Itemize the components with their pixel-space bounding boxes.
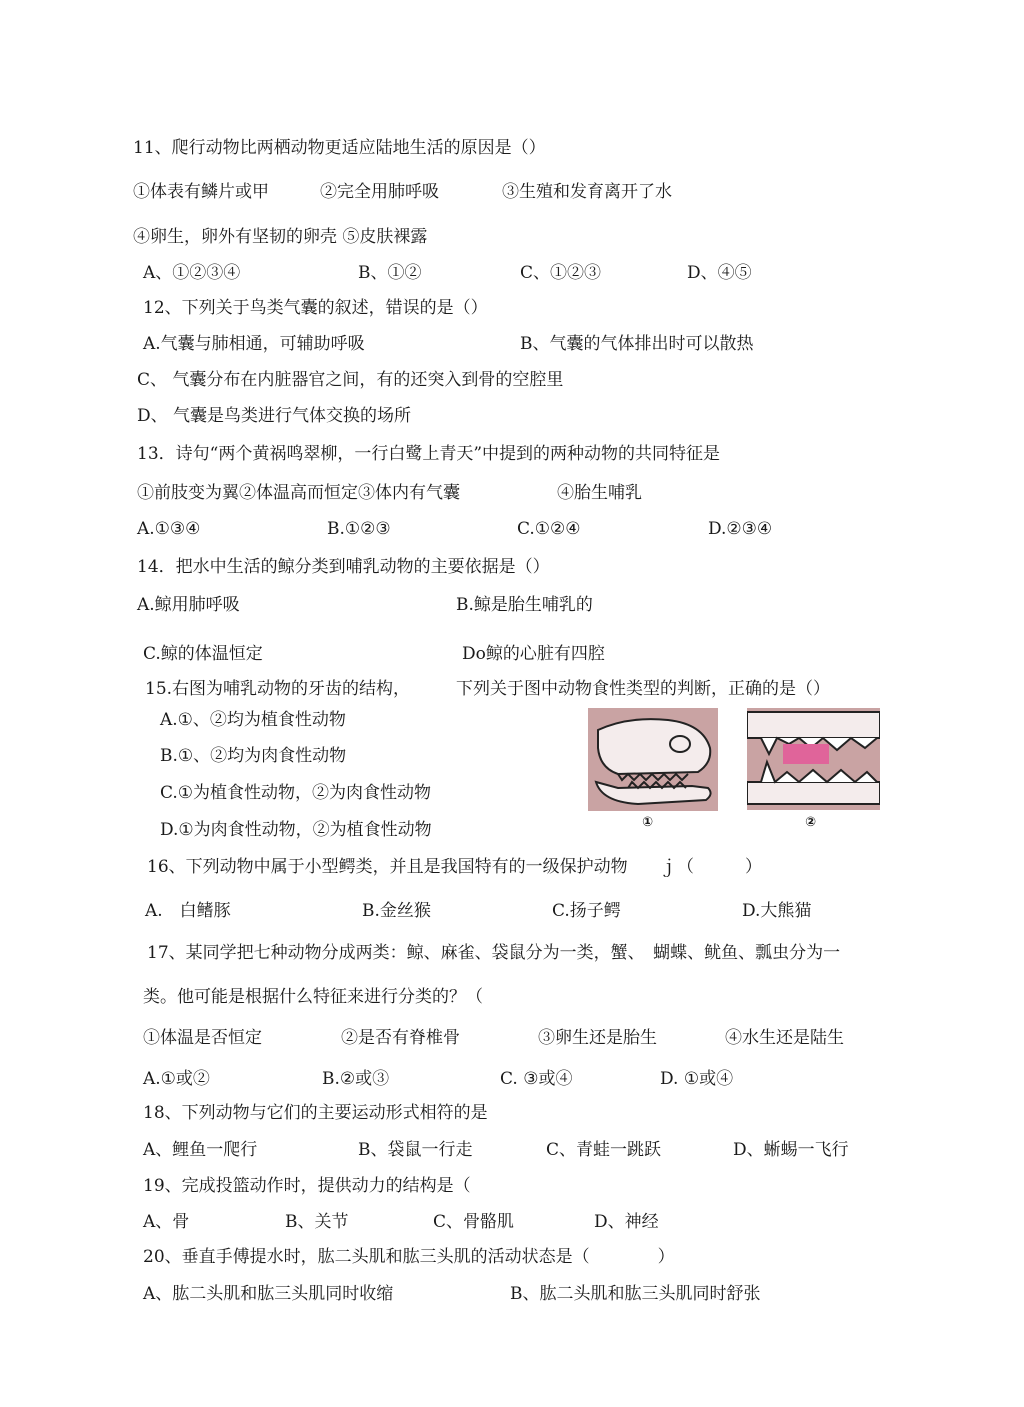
q18-option-b[interactable]: B、袋鼠一行走 — [358, 1140, 473, 1160]
q14-option-b[interactable]: B.鲸是胎生哺乳的 — [456, 595, 593, 615]
q12-option-a[interactable]: A.气囊与肺相通，可辅助呼吸 — [143, 334, 365, 354]
q14-option-a[interactable]: A.鲸用肺呼吸 — [137, 595, 240, 615]
q17-option-a[interactable]: A.①或② — [143, 1069, 210, 1089]
q18-option-a[interactable]: A、鲤鱼一爬行 — [143, 1140, 258, 1160]
q16-option-a[interactable]: A. 白鳍豚 — [145, 901, 231, 921]
q19-option-a[interactable]: A、骨 — [143, 1212, 190, 1232]
q18-option-c[interactable]: C、青蛙一跳跃 — [546, 1140, 662, 1160]
q17-stem-line-1: 17、某同学把七种动物分成两类：鲸、麻雀、袋鼠分为一类，蟹、 蝴蝶、鱿鱼、瓢虫分为一 — [147, 943, 841, 963]
q17-stem-line-2: 类。他可能是根据什么特征来进行分类的？（ — [143, 987, 483, 1007]
q19-option-b[interactable]: B、关节 — [285, 1212, 349, 1232]
q16-option-c[interactable]: C.扬子鳄 — [552, 901, 621, 921]
q11-statement-4: ④卵生，卵外有坚韧的卵壳 ⑤皮肤裸露 — [133, 227, 428, 247]
q15-stem-part-2: 下列关于图中动物食性类型的判断，正确的是（） — [456, 679, 830, 699]
q20-option-b[interactable]: B、肱二头肌和肱三头肌同时舒张 — [510, 1284, 761, 1304]
q11-option-d[interactable]: D、④⑤ — [687, 263, 752, 283]
q13-option-c[interactable]: C.①②④ — [517, 519, 581, 539]
q12-stem: 12、下列关于鸟类气囊的叙述，错误的是（） — [143, 298, 488, 318]
q19-stem: 19、完成投篮动作时，提供动力的结构是（ — [143, 1176, 471, 1196]
q16-option-b[interactable]: B.金丝猴 — [362, 901, 431, 921]
q15-stem-part-1: 15.右图为哺乳动物的牙齿的结构， — [145, 679, 411, 699]
q13-stem: 13．诗句“两个黄祸鸣翠柳，一行白鹭上青天”中提到的两种动物的共同特征是 — [137, 444, 721, 464]
q20-stem: 20、垂直手傅提水时，肱二头肌和肱三头肌的活动状态是（ ） — [143, 1247, 675, 1267]
lower-jaw — [747, 782, 880, 804]
q11-stem: 11、爬行动物比两栖动物更适应陆地生活的原因是（） — [133, 138, 546, 158]
q16-stem: 16、下列动物中属于小型鳄类，并且是我国特有的一级保护动物 — [147, 857, 628, 877]
q17-option-c[interactable]: C. ③或④ — [500, 1069, 573, 1089]
q15-option-b[interactable]: B.①、②均为肉食性动物 — [160, 746, 347, 766]
q13-option-b[interactable]: B.①②③ — [327, 519, 391, 539]
figure-2-label: ② — [805, 815, 817, 830]
q17-option-b[interactable]: B.②或③ — [322, 1069, 390, 1089]
q13-option-a[interactable]: A.①③④ — [137, 519, 201, 539]
q17-statement-2: ②是否有脊椎骨 — [341, 1028, 460, 1048]
carnivore-teeth-figure — [747, 708, 880, 810]
q11-option-a[interactable]: A、①②③④ — [143, 263, 241, 283]
q13-option-d[interactable]: D.②③④ — [708, 519, 773, 539]
q16-stem-tail: ｊ（ ） — [660, 857, 762, 877]
q16-option-d[interactable]: D.大熊猫 — [742, 901, 812, 921]
q11-statement-3: ③生殖和发育离开了水 — [502, 182, 672, 202]
q12-option-d[interactable]: D、 气囊是鸟类进行气体交换的场所 — [137, 406, 412, 426]
upper-jaw — [747, 712, 880, 738]
q18-stem: 18、下列动物与它们的主要运动形式相符的是 — [143, 1103, 488, 1123]
q15-option-a[interactable]: A.①、②均为植食性动物 — [160, 710, 346, 730]
q11-statement-1: ①体表有鳞片或甲 — [133, 182, 269, 202]
q20-option-a[interactable]: A、肱二头肌和肱三头肌同时收缩 — [143, 1284, 394, 1304]
q18-option-d[interactable]: D、蜥蜴一飞行 — [733, 1140, 849, 1160]
highlight-marker — [783, 744, 829, 764]
q13-statement-2: ④胎生哺乳 — [557, 483, 642, 503]
q19-option-d[interactable]: D、神经 — [594, 1212, 659, 1232]
herbivore-teeth-figure — [588, 708, 718, 811]
q17-statement-4: ④水生还是陆生 — [725, 1028, 844, 1048]
q14-stem: 14．把水中生活的鲸分类到哺乳动物的主要依据是（） — [137, 557, 550, 577]
q17-statement-1: ①体温是否恒定 — [143, 1028, 262, 1048]
q11-option-c[interactable]: C、①②③ — [520, 263, 602, 283]
q12-option-c[interactable]: C、 气囊分布在内脏器官之间，有的还突入到骨的空腔里 — [137, 370, 564, 390]
q17-statement-3: ③卵生还是胎生 — [538, 1028, 657, 1048]
q12-option-b[interactable]: B、气囊的气体排出时可以散热 — [520, 334, 754, 354]
upper-skull-outline — [598, 719, 710, 774]
q11-option-b[interactable]: B、①② — [358, 263, 422, 283]
q17-option-d[interactable]: D. ①或④ — [660, 1069, 734, 1089]
q15-option-d[interactable]: D.①为肉食性动物，②为植食性动物 — [160, 820, 432, 840]
q19-option-c[interactable]: C、骨骼肌 — [433, 1212, 515, 1232]
q14-option-c[interactable]: C.鲸的体温恒定 — [143, 644, 263, 664]
q11-statement-2: ②完全用肺呼吸 — [320, 182, 439, 202]
q14-option-d[interactable]: Do鲸的心脏有四腔 — [462, 644, 605, 664]
q15-option-c[interactable]: C.①为植食性动物，②为肉食性动物 — [160, 783, 432, 803]
figure-1-label: ① — [642, 815, 654, 830]
q13-statement-1: ①前肢变为翼②体温高而恒定③体内有气囊 — [137, 483, 460, 503]
